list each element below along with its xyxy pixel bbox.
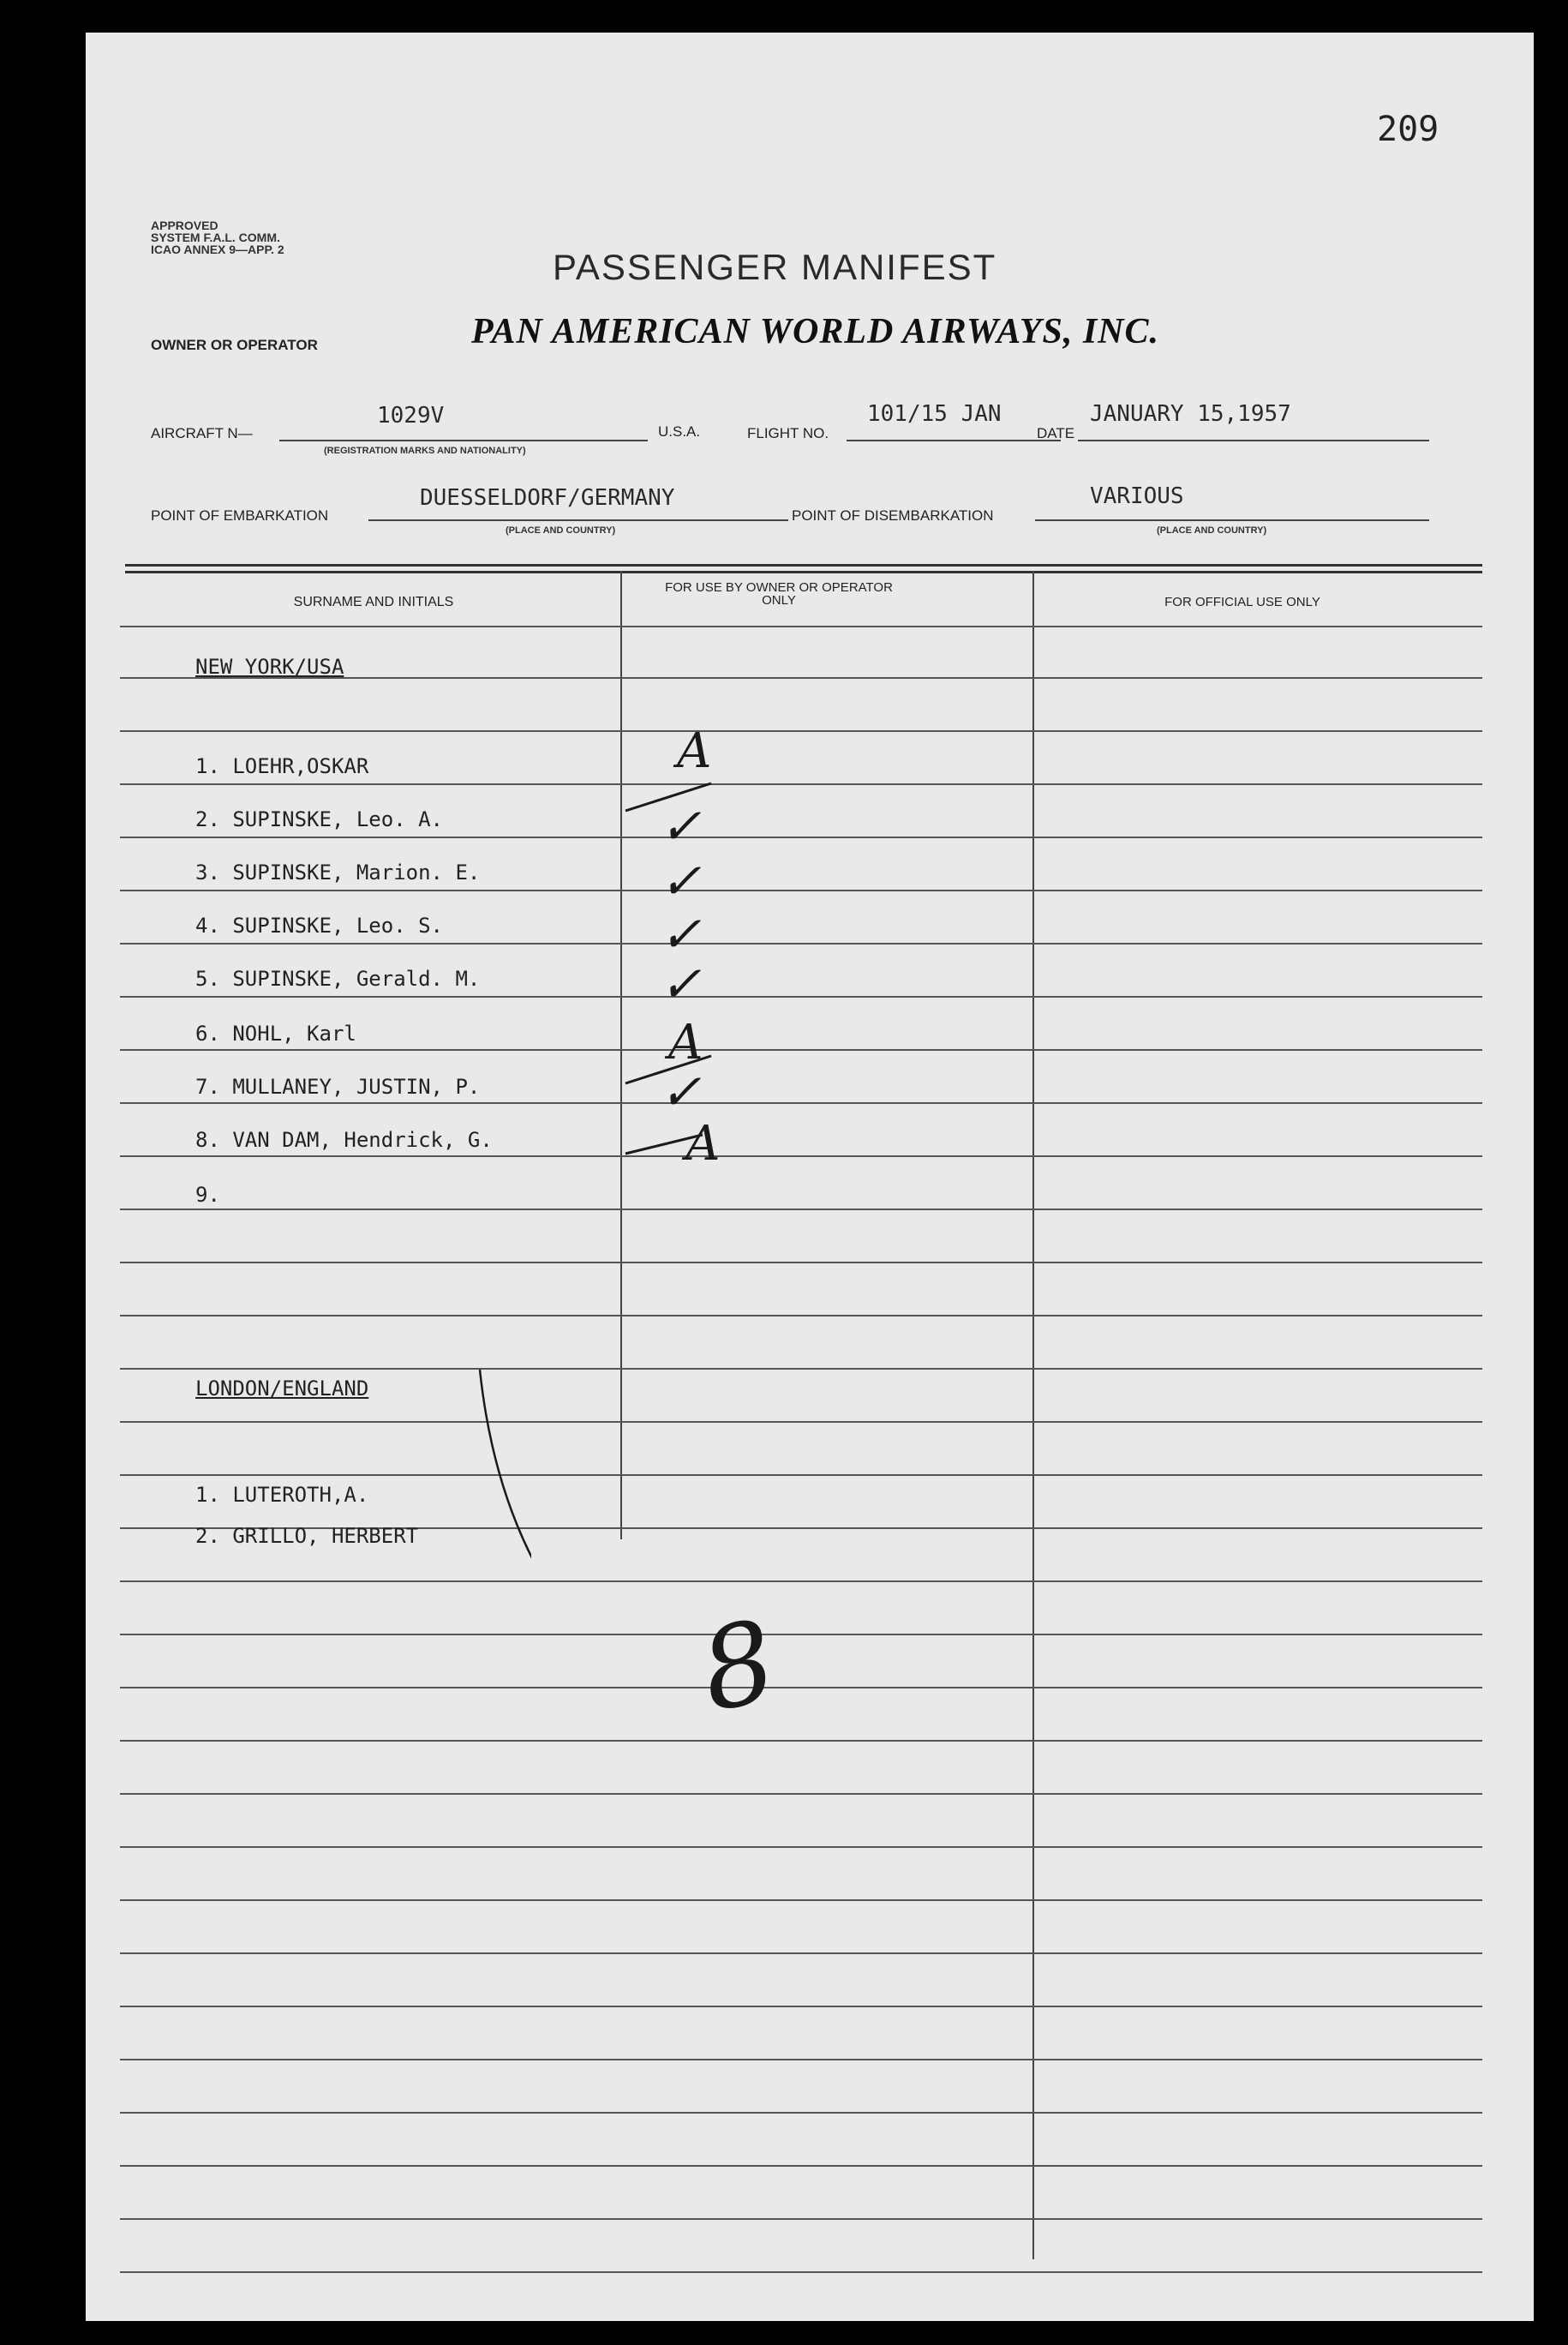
aircraft-label: AIRCRAFT N— [151, 425, 253, 441]
passenger-name: LOEHR,OSKAR [232, 754, 369, 778]
ruled-line [120, 626, 1482, 627]
disembarkation-value: VARIOUS [1090, 483, 1184, 509]
ruled-line [120, 1368, 1482, 1370]
mark-a: A [685, 1116, 721, 1172]
entry-number: 9. [195, 1183, 220, 1207]
embarkation-underline [368, 519, 788, 521]
handwritten-strokes [600, 723, 805, 1212]
list-item [195, 1075, 480, 1099]
passenger-name: SUPINSKE, Leo. A. [232, 807, 443, 831]
mark-a: A [677, 723, 712, 779]
entry-number: 1. [195, 754, 220, 778]
entry-number: 1. [195, 1483, 220, 1507]
embarkation-label: POINT OF EMBARKATION [151, 507, 329, 524]
handwritten-marks [600, 723, 805, 1212]
aircraft-sub: (REGISTRATION MARKS AND NATIONALITY) [324, 446, 526, 456]
list-item [195, 807, 443, 831]
column-owner-use: FOR USE BY OWNER OR OPERATOR ONLY [665, 580, 893, 608]
passenger-name: MULLANEY, JUSTIN, P. [232, 1075, 481, 1099]
airline-name: PAN AMERICAN WORLD AIRWAYS, INC. [471, 312, 1160, 351]
list-item [195, 914, 443, 938]
ruled-line [120, 1687, 1482, 1688]
aircraft-value: 1029V [377, 403, 445, 429]
ruled-line [120, 2059, 1482, 2060]
ruled-line [120, 1421, 1482, 1423]
manifest-page [86, 33, 1534, 2321]
column-official-use: FOR OFFICIAL USE ONLY [1164, 595, 1320, 609]
passenger-name: GRILLO, HERBERT [232, 1524, 419, 1548]
page-number: 209 [1377, 110, 1439, 149]
passenger-name: VAN DAM, Hendrick, G. [232, 1128, 493, 1152]
usa-label: U.S.A. [658, 423, 701, 440]
ruled-line [120, 2165, 1482, 2167]
date-label: DATE [1037, 425, 1075, 441]
entry-number: 5. [195, 967, 220, 991]
list-item [195, 754, 368, 778]
ruled-line [120, 1580, 1482, 1582]
ruled-line [120, 2271, 1482, 2273]
passenger-name: SUPINSKE, Marion. E. [232, 861, 481, 885]
date-underline [1078, 440, 1429, 441]
ruled-line [120, 2218, 1482, 2220]
list-item [195, 1022, 356, 1046]
disembarkation-label: POINT OF DISEMBARKATION [792, 507, 994, 524]
list-item [195, 1128, 493, 1152]
ruled-line [120, 1262, 1482, 1263]
flight-value: 101/15 JAN [867, 401, 1002, 427]
approval-line: APPROVED [151, 219, 218, 232]
owner-label: OWNER OR OPERATOR [151, 337, 318, 353]
entry-number: 3. [195, 861, 220, 885]
passenger-name: LUTEROTH,A. [232, 1483, 369, 1507]
flight-underline [847, 440, 1061, 441]
check-mark: ✓ [660, 1063, 702, 1121]
table-top-rule-2 [125, 571, 1482, 573]
handwritten-slash [377, 1361, 531, 1652]
table-top-rule [125, 564, 1482, 567]
ruled-line [120, 1474, 1482, 1476]
ruled-line [120, 1634, 1482, 1635]
mark-a: A [668, 1015, 703, 1071]
ruled-line [120, 2112, 1482, 2114]
approval-line: SYSTEM F.A.L. COMM. [151, 231, 280, 244]
passenger-name: SUPINSKE, Gerald. M. [232, 967, 481, 991]
ruled-line [120, 1793, 1482, 1795]
list-item [195, 861, 480, 885]
page-title: PASSENGER MANIFEST [553, 247, 997, 287]
entry-number: 8. [195, 1128, 220, 1152]
ruled-line [120, 1846, 1482, 1848]
check-mark: ✓ [660, 955, 702, 1013]
entry-number: 2. [195, 807, 220, 831]
entry-number: 2. [195, 1524, 220, 1548]
embarkation-sub: (PLACE AND COUNTRY) [506, 525, 616, 536]
list-item [195, 967, 480, 991]
ruled-line [120, 1315, 1482, 1316]
disembarkation-underline [1035, 519, 1429, 521]
section-heading: LONDON/ENGLAND [195, 1376, 369, 1400]
disembarkation-sub: (PLACE AND COUNTRY) [1157, 525, 1267, 536]
ruled-line [120, 1952, 1482, 1954]
entry-number: 7. [195, 1075, 220, 1099]
passenger-name: NOHL, Karl [232, 1022, 356, 1046]
check-mark: ✓ [660, 797, 702, 855]
handwritten-total: 8 [690, 1595, 787, 1737]
check-mark: ✓ [660, 852, 702, 910]
check-mark: ✓ [660, 905, 702, 963]
ruled-line [120, 1740, 1482, 1742]
embarkation-value: DUESSELDORF/GERMANY [420, 485, 675, 511]
section-heading: NEW YORK/USA [195, 655, 344, 679]
aircraft-underline [279, 440, 648, 441]
date-value: JANUARY 15,1957 [1090, 401, 1291, 427]
column-surname: SURNAME AND INITIALS [293, 595, 454, 609]
list-item [195, 1483, 368, 1507]
entry-number: 4. [195, 914, 220, 938]
approval-line: ICAO ANNEX 9—APP. 2 [151, 243, 284, 256]
approval-block [151, 219, 365, 255]
list-item [195, 1183, 232, 1207]
passenger-name: SUPINSKE, Leo. S. [232, 914, 443, 938]
entry-number: 6. [195, 1022, 220, 1046]
ruled-line [120, 2006, 1482, 2007]
flight-label: FLIGHT NO. [747, 425, 829, 441]
ruled-line [120, 1899, 1482, 1901]
